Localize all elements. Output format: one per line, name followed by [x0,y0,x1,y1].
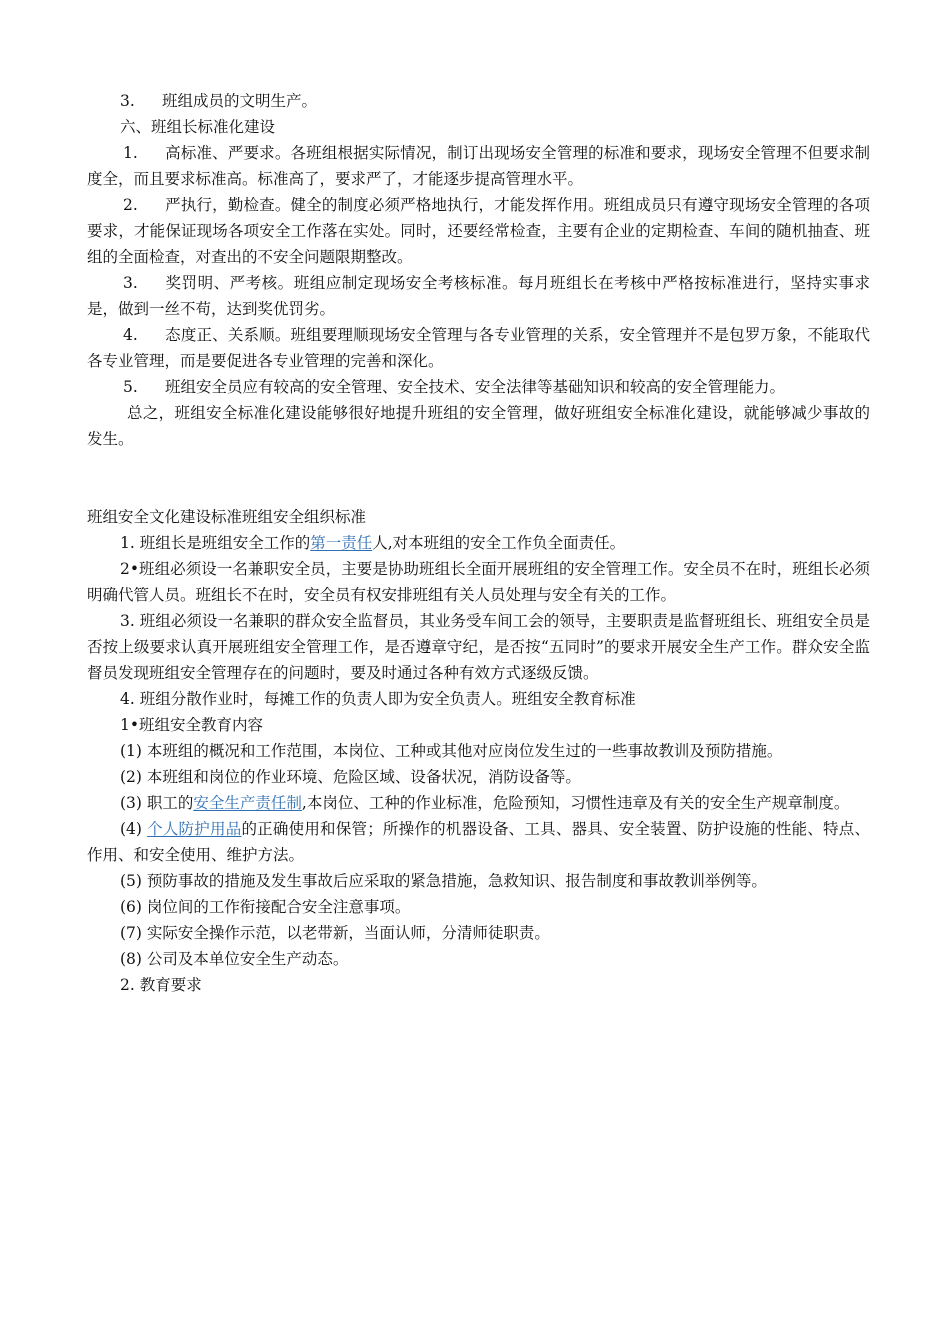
item-number: 4. [123,326,138,344]
section-spacer [87,452,870,504]
standard-item-1 [87,140,870,192]
item-text: 高标准、严要求。各班组根据实际情况，制订出现场安全管理的标准和要求，现场安全管理不但要求制度全，而且要求标准高。标准高了，要求严了，才能逐步提高管理水平。 [87,144,870,188]
standard-item-2 [87,192,870,270]
item-number: 2. [123,196,138,214]
education-item-3 [87,790,870,816]
section-title-organization: 班组安全文化建设标准班组安全组织标准 [87,508,367,526]
edu-text: 的正确使用和保管；所操作的机器设备、工具、器具、安全装置、防护设施的性能、特点、作用、和安全使用、维护方法。 [87,820,870,864]
education-requirements-heading: 2. 教育要求 [120,976,202,994]
org-paragraph-3: 3. 班组必须设一名兼职的群众安全监督员，其业务受车间工会的领导，主要职责是监督班组长、班组安全员是否按上级要求认真开展班组安全管理工作，是否遵章守纪，是否按“五同时”的要求开展安全生产工作。群众安全监督员发现班组安全管理存在的问题时，要及时通过各种有效方式逐级反馈。 [87,612,870,682]
item-text: 班组安全员应有较高的安全管理、安全技术、安全法律等基础知识和较高的安全管理能力。 [165,378,786,396]
safety-responsibility-system-link[interactable]: 安全生产责任制 [193,794,302,812]
education-item-2: (2) 本班组和岗位的作业环境、危险区域、设备状况，消防设备等。 [120,768,581,786]
personal-protective-equipment-link[interactable]: 个人防护用品 [147,820,242,838]
item-text: 班组成员的文明生产。 [162,92,318,110]
education-item-5: (5) 预防事故的措施及发生事故后应采取的紧急措施，急救知识、报告制度和事故教训举例等。 [120,872,767,890]
standard-item-3 [87,270,870,322]
education-item-1: (1) 本班组的概况和工作范围，本岗位、工种或其他对应岗位发生过的一些事故教训及预防措施。 [120,742,783,760]
education-item-6: (6) 岗位间的工作衔接配合安全注意事项。 [120,898,411,916]
item-text: 奖罚明、严考核。班组应制定现场安全考核标准。每月班组长在考核中严格按标准进行，坚持实事求是，做到一丝不苟，达到奖优罚劣。 [87,274,870,318]
edu-text: ,本岗位、工种的作业标准，危险预知，习惯性违章及有关的安全生产规章制度。 [301,794,850,812]
edu-text: (3) 职工的 [120,794,194,812]
org-paragraph-4: 4. 班组分散作业时，每摊工作的负责人即为安全负责人。班组安全教育标准 [120,690,636,708]
org-text: 1. 班组长是班组安全工作的 [120,534,311,552]
item-text: 态度正、关系顺。班组要理顺现场安全管理与各专业管理的关系，安全管理并不是包罗万象，不能取代各专业管理，而是要促进各专业管理的完善和深化。 [87,326,870,370]
education-item-4 [87,816,870,868]
org-paragraph-1 [87,530,870,556]
education-content-heading: 1•班组安全教育内容 [120,716,264,734]
item-number: 1. [123,144,138,162]
item-number: 3. [123,274,138,292]
section-heading-standardization: 六、班组长标准化建设 [120,118,276,136]
org-paragraph-2: 2•班组必须设一名兼职安全员，主要是协助班组长全面开展班组的安全管理工作。安全员不在时，班组长必须明确代管人员。班组长不在时，安全员有权安排班组有关人员处理与安全有关的工作。 [87,560,870,604]
education-item-8: (8) 公司及本单位安全生产动态。 [120,950,349,968]
education-item-7: (7) 实际安全操作示范，以老带新，当面认师，分清师徒职责。 [120,924,550,942]
item-number: 5. [123,378,138,396]
first-responsibility-link[interactable]: 第一责任 [310,534,373,552]
item-number: 3. [120,92,135,110]
standard-item-4 [87,322,870,374]
org-text: 人,对本班组的安全工作负全面责任。 [372,534,626,552]
item-text: 严执行，勤检查。健全的制度必须严格地执行，才能发挥作用。班组成员只有遵守现场安全管理的各项要求，才能保证现场各项安全工作落在实处。同时，还要经常检查，主要有企业的定期检查、车间的随机抽查、班组的全面检查，对查出的不安全问题限期整改。 [87,196,870,266]
item-3-civilized-production [87,88,870,114]
document-page [87,88,870,998]
edu-text: (4) [120,820,148,838]
summary-paragraph: 总之，班组安全标准化建设能够很好地提升班组的安全管理，做好班组安全标准化建设，就能够减少事故的发生。 [87,404,870,448]
standard-item-5 [87,374,870,400]
